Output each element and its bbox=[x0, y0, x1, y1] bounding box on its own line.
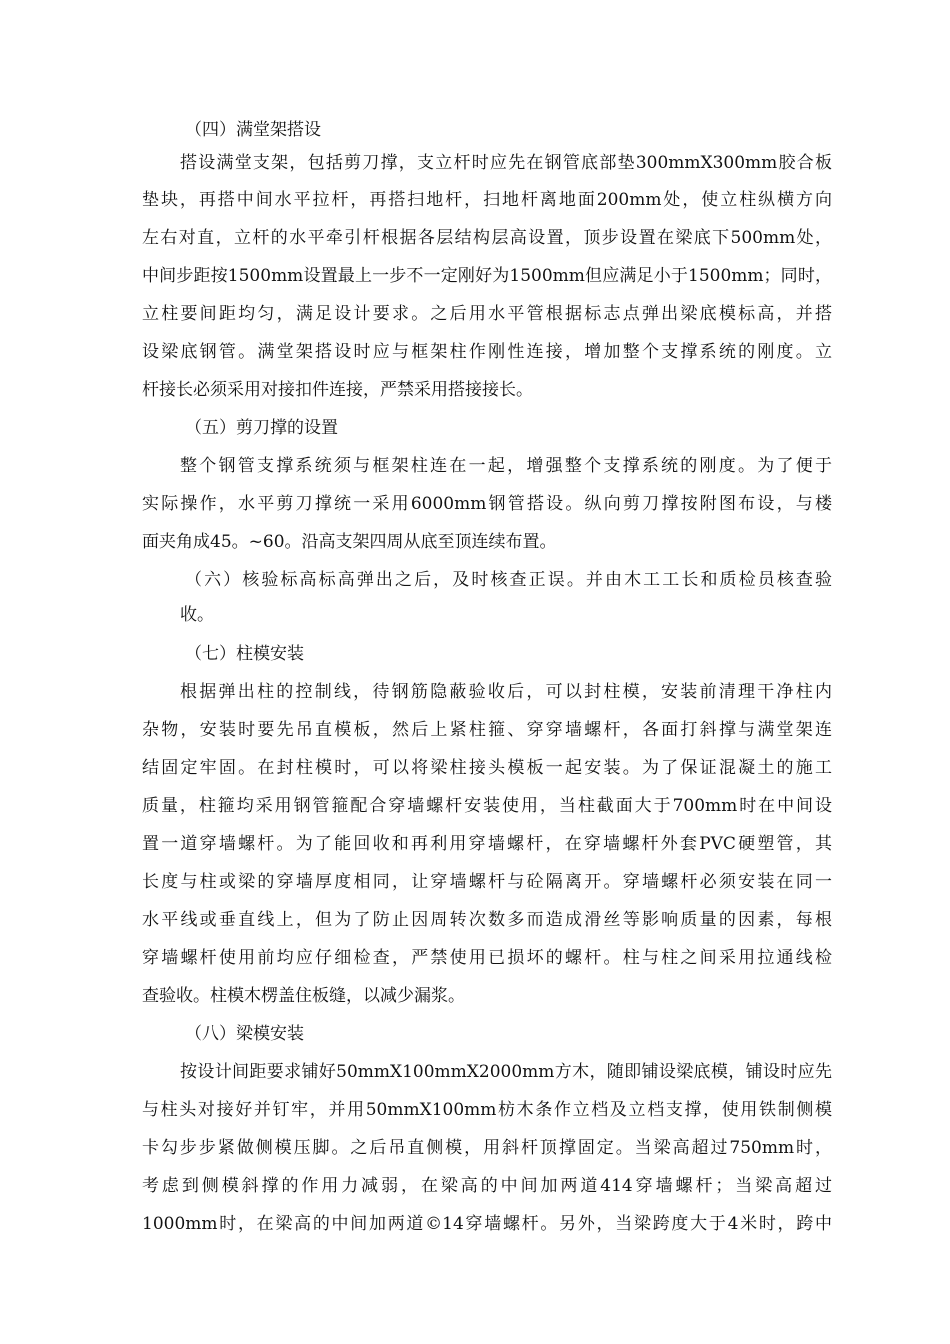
paragraph-line: 查验收。柱模木楞盖住板缝，以减少漏浆。 bbox=[142, 986, 465, 1006]
paragraph-line: 按设计间距要求铺好50mmX100mmX2000mm方木，随即铺设梁底模，铺设时应先 bbox=[180, 1062, 832, 1082]
section-heading-5: （五）剪刀撑的设置 bbox=[185, 418, 338, 438]
paragraph-line: 实际操作，水平剪刀撑统一采用6000mm钢管搭设。纵向剪刀撑按附图布设，与楼 bbox=[142, 494, 832, 514]
paragraph-line: 考虑到侧模斜撑的作用力减弱，在梁高的中间加两道414穿墙螺杆；当梁高超过 bbox=[142, 1176, 832, 1196]
paragraph-line: 杂物，安装时要先吊直模板，然后上紧柱箍、穿穿墙螺杆，各面打斜撑与满堂架连 bbox=[142, 720, 832, 740]
paragraph-line: 穿墙螺杆使用前均应仔细检查，严禁使用已损坏的螺杆。柱与柱之间采用拉通线检 bbox=[142, 948, 832, 968]
paragraph-line: 卡勾步步紧做侧模压脚。之后吊直侧模，用斜杆顶撑固定。当梁高超过750mm时， bbox=[142, 1138, 832, 1158]
paragraph-line: 根据弹出柱的控制线，待钢筋隐蔽验收后，可以封柱模，安装前清理干净柱内 bbox=[180, 682, 832, 702]
paragraph-line: 设梁底钢管。满堂架搭设时应与框架柱作刚性连接，增加整个支撑系统的刚度。立 bbox=[142, 342, 832, 362]
paragraph-line: 整个钢管支撑系统须与框架柱连在一起，增强整个支撑系统的刚度。为了便于 bbox=[180, 456, 832, 476]
paragraph-line: 与柱头对接好并钉牢，并用50mmX100mm枋木条作立档及立档支撑，使用铁制侧模 bbox=[142, 1100, 832, 1120]
paragraph-line: 垫块，再搭中间水平拉杆，再搭扫地杆，扫地杆离地面200mm处，使立柱纵横方向 bbox=[142, 190, 832, 210]
section-heading-6: （六）核验标高标高弹出之后，及时核查正误。并由木工工长和质检员核查验 bbox=[185, 570, 832, 590]
paragraph-line: 1000mm时，在梁高的中间加两道©14穿墙螺杆。另外，当梁跨度大于4米时，跨中 bbox=[142, 1214, 832, 1234]
paragraph-line: 立柱要间距均匀，满足设计要求。之后用水平管根据标志点弹出梁底模标高，并搭 bbox=[142, 304, 832, 324]
section-heading-4: （四）满堂架搭设 bbox=[185, 120, 321, 140]
paragraph-line: 收。 bbox=[180, 605, 214, 625]
paragraph-line: 搭设满堂支架，包括剪刀撑，支立杆时应先在钢管底部垫300mmX300mm胶合板 bbox=[180, 153, 832, 173]
paragraph-line: 质量，柱箍均采用钢管箍配合穿墙螺杆安装使用，当柱截面大于700mm时在中间设 bbox=[142, 796, 832, 816]
section-heading-8: （八）梁模安装 bbox=[185, 1024, 304, 1044]
paragraph-line: 置一道穿墙螺杆。为了能回收和再利用穿墙螺杆，在穿墙螺杆外套PVC硬塑管，其 bbox=[142, 834, 832, 854]
paragraph-line: 水平线或垂直线上，但为了防止因周转次数多而造成滑丝等影响质量的因素，每根 bbox=[142, 910, 832, 930]
paragraph-line: 长度与柱或梁的穿墙厚度相同，让穿墙螺杆与砼隔离开。穿墙螺杆必须安装在同一 bbox=[142, 872, 832, 892]
paragraph-line: 面夹角成45。~60。沿高支架四周从底至顶连续布置。 bbox=[142, 532, 557, 552]
paragraph-line: 左右对直，立杆的水平牵引杆根据各层结构层高设置，顶步设置在梁底下500mm处， bbox=[142, 228, 832, 248]
section-heading-7: （七）柱模安装 bbox=[185, 644, 304, 664]
paragraph-line: 杆接长必须采用对接扣件连接，严禁采用搭接接长。 bbox=[142, 380, 533, 400]
paragraph-line: 中间步距按1500mm设置最上一步不一定刚好为1500mm但应满足小于1500mm；同时， bbox=[142, 266, 832, 286]
paragraph-line: 结固定牢固。在封柱模时，可以将梁柱接头模板一起安装。为了保证混凝土的施工 bbox=[142, 758, 832, 778]
